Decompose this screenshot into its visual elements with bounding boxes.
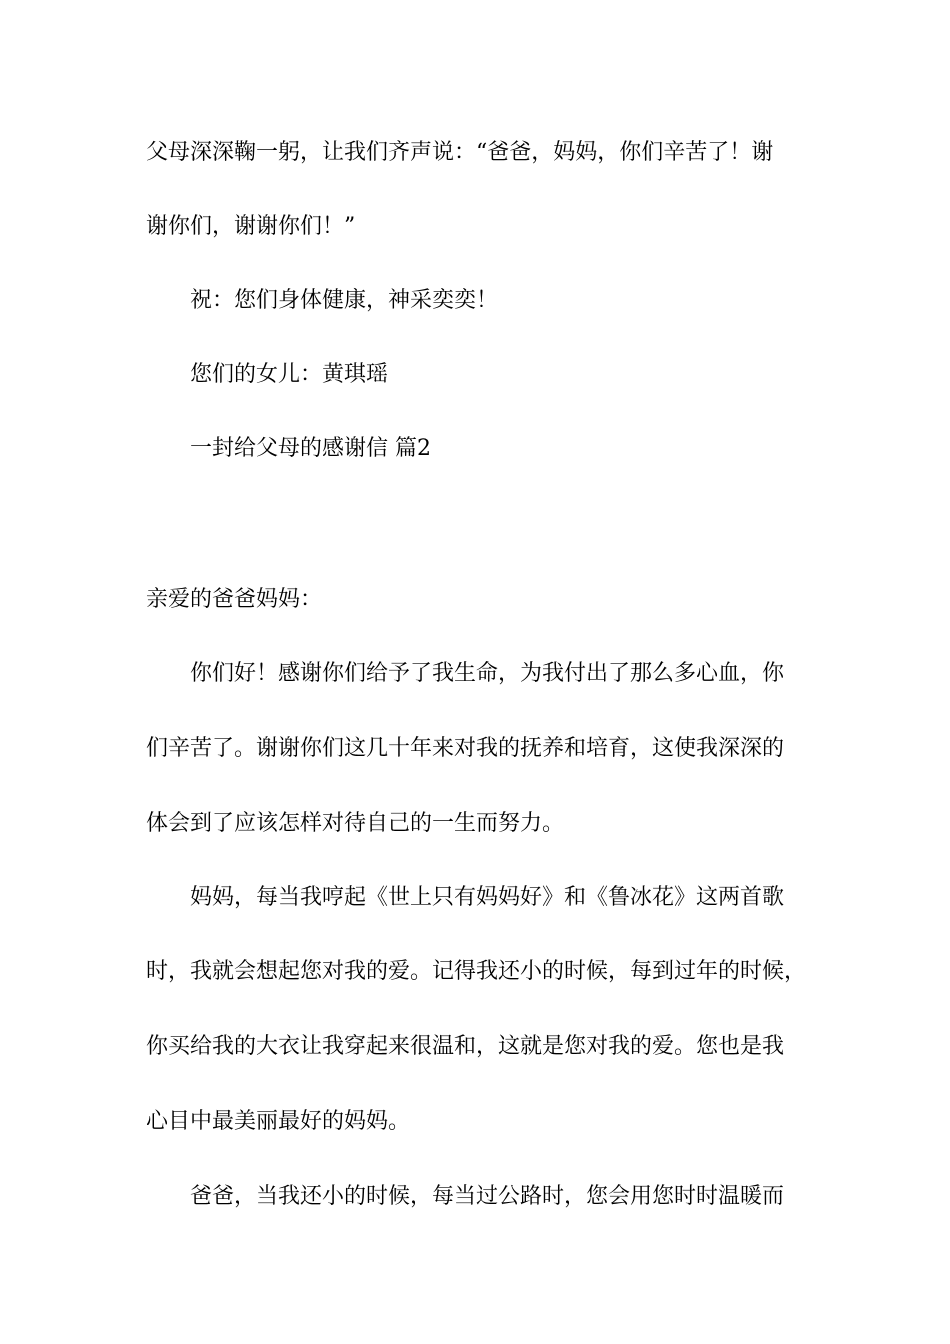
salutation: 亲爱的爸爸妈妈： — [146, 587, 323, 612]
section-heading: 一封给父母的感谢信 篇2 — [190, 436, 431, 461]
paragraph-line: 时，我就会想起您对我的爱。记得我还小的时候，每到过年的时候， — [146, 959, 807, 984]
paragraph-line: 们辛苦了。谢谢你们这几十年来对我的抚养和培育，这使我深深的 — [146, 736, 785, 761]
paragraph-line: 谢你们，谢谢你们！” — [146, 214, 356, 239]
paragraph-line: 父母深深鞠一躬，让我们齐声说：“爸爸，妈妈，你们辛苦了！谢 — [146, 140, 774, 165]
paragraph-line: 心目中最美丽最好的妈妈。 — [146, 1109, 411, 1134]
paragraph-line: 爸爸，当我还小的时候，每当过公路时，您会用您时时温暖而 — [190, 1184, 785, 1209]
paragraph-line: 你们好！感谢你们给予了我生命，为我付出了那么多心血，你 — [190, 661, 785, 686]
paragraph-line: 你买给我的大衣让我穿起来很温和，这就是您对我的爱。您也是我 — [146, 1034, 785, 1059]
paragraph-line: 体会到了应该怎样对待自己的一生而努力。 — [146, 811, 565, 836]
paragraph-line: 妈妈，每当我哼起《世上只有妈妈好》和《鲁冰花》这两首歌 — [190, 885, 785, 910]
closing-wish: 祝：您们身体健康，神采奕奕！ — [190, 288, 499, 313]
signature-line: 您们的女儿：黄琪瑶 — [190, 362, 389, 387]
